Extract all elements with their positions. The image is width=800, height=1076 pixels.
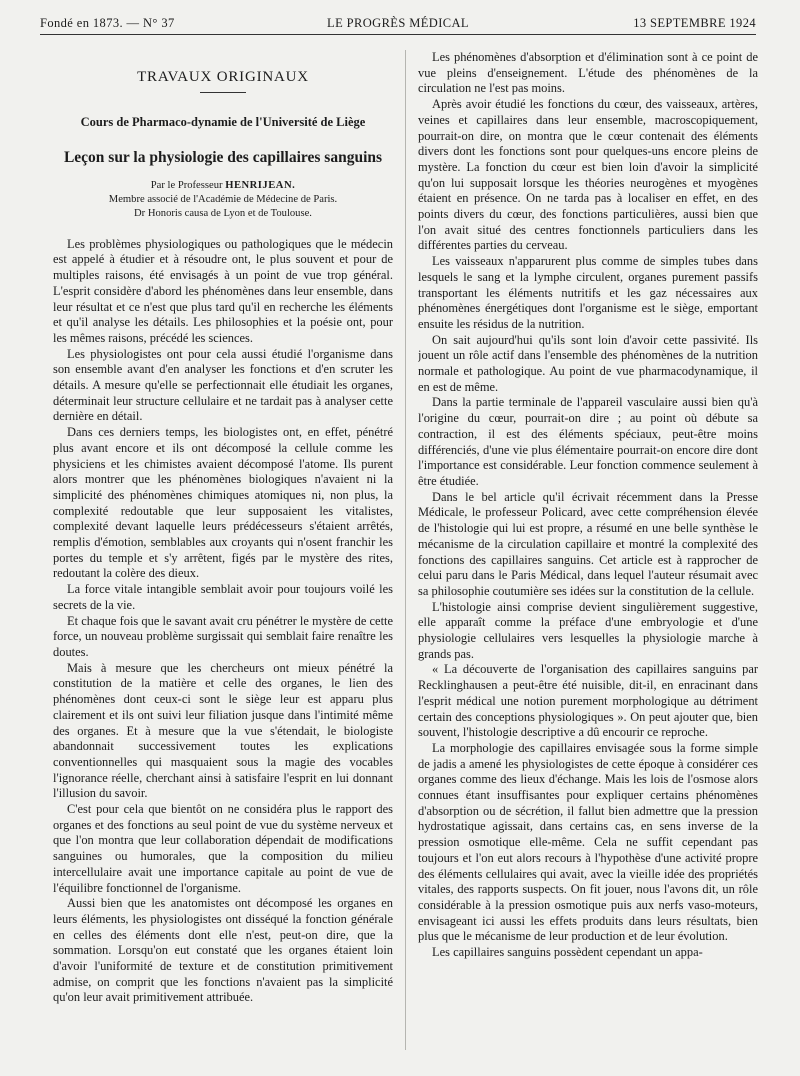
author-affiliation-1: Membre associé de l'Académie de Médecine de Paris.	[108, 193, 338, 205]
author-byline	[53, 179, 393, 193]
paragraph: Dans ces derniers temps, les biologistes ont, en effet, pénétré plus avant encore et ils ont décomposé la cellule comme les physiciens et les chimistes avaient décomposé l'atome. Ils purent alors montrer que les phénomènes biologiques n'avaient ni la simplicité des phénomènes chimiques atomiques ni, non plus, la complexité redoutable que leur supposaient les vitalistes, complexité devant laquelle leurs prédécesseurs s'étaient arrêtés, remplis d'émotion, semblables aux croyants qui n'osent franchir les portes du temple et s'y arrêtent, figés par le mystère des rites, redoutant la colère des dieux.	[53, 425, 393, 581]
column-divider	[405, 50, 406, 1050]
paragraph: La force vitale intangible semblait avoir pour toujours voilé les secrets de la vie.	[53, 582, 393, 612]
paragraph: L'histologie ainsi comprise devient singulièrement suggestive, elle apparaît comme la préface d'une embryologie et d'une physiologie cellulaires vers lesquelles la physiologie marche à grands pas.	[418, 599, 758, 661]
author-affiliation-2: Dr Honoris causa de Lyon et de Toulouse.	[134, 207, 312, 219]
paragraph: Et chaque fois que le savant avait cru pénétrer le mystère de cette force, un nouveau problème surgissait qui semblait faire renaître les doutes.	[53, 613, 393, 659]
paragraph: « La découverte de l'organisation des capillaires sanguins par Recklinghausen a peut-être été nuisible, dit-il, en enracinant dans l'esprit médical une notion purement morphologique au détriment certain des conceptions physiologiques ». On peut ajouter que, bien souvent, l'histologie descriptive a dû encourir ce reproche.	[418, 662, 758, 740]
paragraph: Les problèmes physiologiques ou pathologiques que le médecin est appelé à étudier et à résoudre ont, le plus souvent et pour de multiples raisons, été envisagés à un point de vue trop général. L'esprit considère d'abord les phénomènes dans leur ensemble, dans leur résultat et ce n'est que plus tard qu'il en recherche les éléments et qu'il analyse les détails. Les philosophies et la poésie ont, pour les mêmes raisons, précédé les sciences.	[53, 236, 393, 345]
paragraph: Dans le bel article qu'il écrivait récemment dans la Presse Médicale, le professeur Policard, avec cette compréhension élevée de l'histologie qui lui est propre, a résumé en une belle synthèse le mécanisme de la circulation capillaire et montré la complexité des fonctions des capillaires sanguins. Cet article est à rapprocher de celui paru dans le Paris Médical, dans lequel l'auteur résumait avec sa philosophie coutumière ses idées sur la constitution de la cellule.	[418, 489, 758, 598]
paragraph: Mais à mesure que les chercheurs ont mieux pénétré la constitution de la matière et celle des organes, le lien des phénomènes dont ceux-ci sont le siège leur est apparu plus clairement et ils ont suivi leur filiation jusque dans l'intimité même des organes. Et à mesure que la vue s'étendait, le biologiste abandonnait successivement toutes les explications conventionnelles qui masquaient sous la magie des vocables l'ignorance réelle, cherchant ainsi à satisfaire l'esprit en lui donnant l'illusion du savoir.	[53, 660, 393, 801]
right-column	[418, 50, 758, 1060]
author-name: HENRIJEAN.	[225, 179, 296, 191]
paragraph: Les physiologistes ont pour cela aussi étudié l'organisme dans son ensemble avant d'en analyser les fonctions et d'en scruter les détails. A mesure qu'elle se perfectionnait elle étudiait les organes, déterminait leur structure cellulaire et ne tardait pas à analyser cette dernière en détail.	[53, 346, 393, 424]
paragraph: Aussi bien que les anatomistes ont décomposé les organes en leurs éléments, les physiologistes ont disséqué la fonction générale en celles des éléments dont elle n'est, peut-on dire, que la sommation. Lorsqu'on eut constaté que les organes étaient loin d'avoir l'uniformité de texture et de constitution primitivement admise, on comprit que les fonctions n'avaient pas la simplicité qu'on leur avait primitivement attribuée.	[53, 896, 393, 1005]
running-header	[40, 14, 756, 35]
header-founded-issue: Fondé en 1873. — N° 37	[40, 16, 175, 30]
paragraph: Dans la partie terminale de l'appareil vasculaire aussi bien qu'à l'origine du cœur, pourrait-on dire ; au point où débute sa contraction, il est des éléments spéciaux, peut-être moins différenciés, d'une vie plus élémentaire pourrait-on encore dire dont l'importance est considérable. Leur fonction commence seulement à être étudiée.	[418, 395, 758, 488]
paragraph: Après avoir étudié les fonctions du cœur, des vaisseaux, artères, veines et capillaires dans leur ensemble, macroscopiquement, pourrait-on dire, on montra que le cœur contenait des éléments divers dont les fonctions sont pour quelques-uns encore pleins de mystère. La fonction du cœur est bien loin d'avoir la simplicité qu'on lui supposait lorsque les théories neurogènes et myogènes étaient en présence. On ne tarda pas à localiser en effet, en des points divers du cœur, des fonctions particulières, aussi bien que l'on avait situé des centres fonctionnels particuliers dans les différentes parties du cerveau.	[418, 97, 758, 253]
paragraph: Les capillaires sanguins possèdent cependant un appa-	[432, 945, 703, 960]
section-title: TRAVAUX ORIGINAUX	[137, 69, 309, 85]
journal-name: LE PROGRÈS MÉDICAL	[327, 16, 469, 30]
paragraph: Les vaisseaux n'apparurent plus comme de simples tubes dans lesquels le sang et la lymphe circulent, organes purement passifs transportant les éléments nutritifs et les gaz nécessaires aux phénomènes énergétiques dont l'organisme est le siège, emportant ensuite les résidus de la nutrition.	[418, 254, 758, 331]
paragraph: C'est pour cela que bientôt on ne considéra plus le rapport des organes et des fonctions au seul point de vue du système nerveux et que l'on montra que leur collaboration dépendait de modifications sanguines ou humorales, que la composition du milieu intercellulaire avait une importance capitale au point de vue de l'équilibre fonctionnel de l'organisme.	[53, 802, 393, 895]
article-title: Leçon sur la physiologie des capillaires sanguins	[63, 148, 383, 166]
paragraph: Les phénomènes d'absorption et d'élimination sont à ce point de vue pleins d'enseignement. L'étude des phénomènes de la circulation ne l'est pas moins.	[418, 50, 758, 96]
issue-date: 13 SEPTEMBRE 1924	[633, 16, 756, 30]
title-rule	[200, 92, 246, 93]
paragraph: La morphologie des capillaires envisagée sous la forme simple de jadis a amené les physiologistes de cette époque à considérer ces organes comme des lieux d'échange. Mais les lois de l'osmose alors connues étant insuffisantes pour expliquer certains phénomènes d'absorption ou de sécrétion, il fallut bien admettre que la pression hydrostatique agissait, dans certains cas, en sens inverse de la pression osmotique elle-même. Cela ne suffit cependant pas toujours et l'on eut alors recours à l'hypothèse d'une activité propre des éléments cellulaires qui avait, avec la vieille idée des propriétés vitales, des rapports suspects. On fit jouer, nous l'avons dit, un rôle considérable à la pression osmotique puis aux nerfs vaso-moteurs, envisageant ici aussi les effets produits dans leurs résultats, bien plus que le mécanisme de leur production et de leur évolution.	[418, 740, 758, 944]
course-heading: Cours de Pharmaco-dynamie de l'Université de Liège	[80, 115, 366, 129]
left-column	[53, 50, 393, 1060]
author-prefix: Par le Professeur	[150, 179, 223, 191]
paragraph: On sait aujourd'hui qu'ils sont loin d'avoir cette passivité. Ils jouent un rôle actif dans l'ensemble des phénomènes de la nutrition normale et pathologique. Au point de vue pharmacodynamique, il en est de même.	[418, 332, 758, 394]
